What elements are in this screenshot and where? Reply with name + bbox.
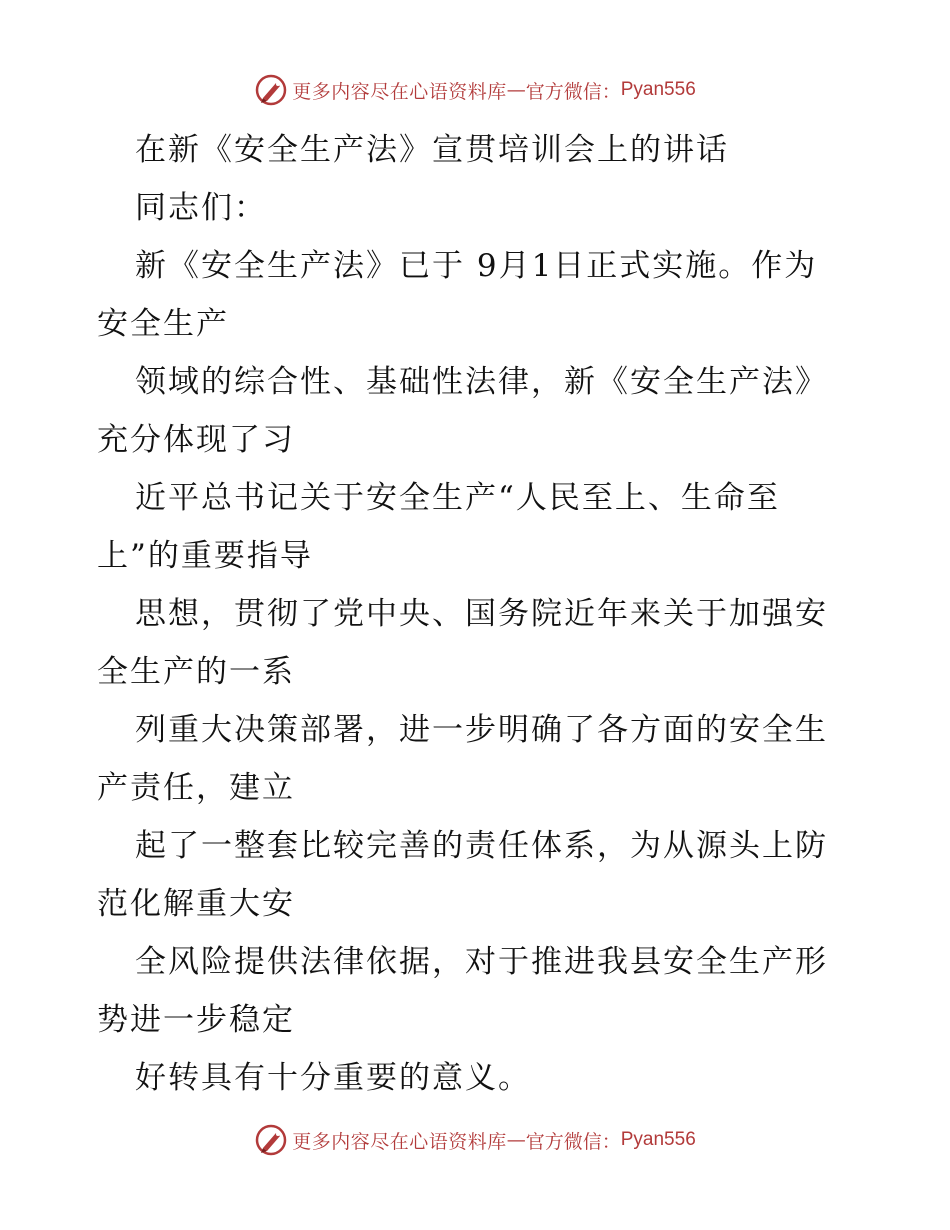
document-body	[97, 121, 857, 1107]
paragraph-line: 领域的综合性、基础性法律，新《安全生产法》	[135, 364, 828, 400]
document-title: 在新《安全生产法》宣贯培训会上的讲话	[135, 132, 729, 168]
paragraph-line: 产责任，建立	[97, 770, 295, 806]
paragraph-line: 全风险提供法律依据，对于推进我县安全生产形	[135, 944, 828, 980]
salutation: 同志们：	[135, 190, 267, 226]
paragraph-line: 近平总书记关于安全生产“人民至上、生命至	[135, 480, 780, 516]
banner-wechat-id: Pyan556	[620, 79, 696, 100]
paragraph-line: 新《安全生产法》已于 9月1日正式实施。作为	[135, 248, 818, 284]
paragraph-line: 上”的重要指导	[97, 538, 313, 574]
paragraph-line: 好转具有十分重要的意义。	[135, 1060, 531, 1096]
paragraph-line: 列重大决策部署，进一步明确了各方面的安全生	[135, 712, 828, 748]
pen-logo-icon	[254, 73, 288, 107]
banner-dash: —	[506, 1129, 526, 1151]
pen-logo-icon	[254, 1123, 288, 1157]
banner-wechat-label: 官方微信：	[525, 1130, 621, 1153]
paragraph-line: 范化解重大安	[97, 886, 295, 922]
paragraph-line: 势进一步稳定	[97, 1002, 295, 1038]
banner-wechat-label: 官方微信：	[525, 80, 621, 103]
banner-text: 更多内容尽在心语资料库	[292, 80, 507, 103]
header-banner	[0, 68, 950, 112]
banner-wechat-id: Pyan556	[620, 1129, 696, 1150]
paragraph-line: 充分体现了习	[97, 422, 295, 458]
paragraph-line: 全生产的一系	[97, 654, 295, 690]
paragraph-line: 安全生产	[97, 306, 229, 342]
banner-dash: —	[506, 79, 526, 101]
footer-banner	[0, 1118, 950, 1162]
paragraph-line: 思想，贯彻了党中央、国务院近年来关于加强安	[135, 596, 828, 632]
banner-text: 更多内容尽在心语资料库	[292, 1130, 507, 1153]
paragraph-line: 起了一整套比较完善的责任体系，为从源头上防	[135, 828, 828, 864]
